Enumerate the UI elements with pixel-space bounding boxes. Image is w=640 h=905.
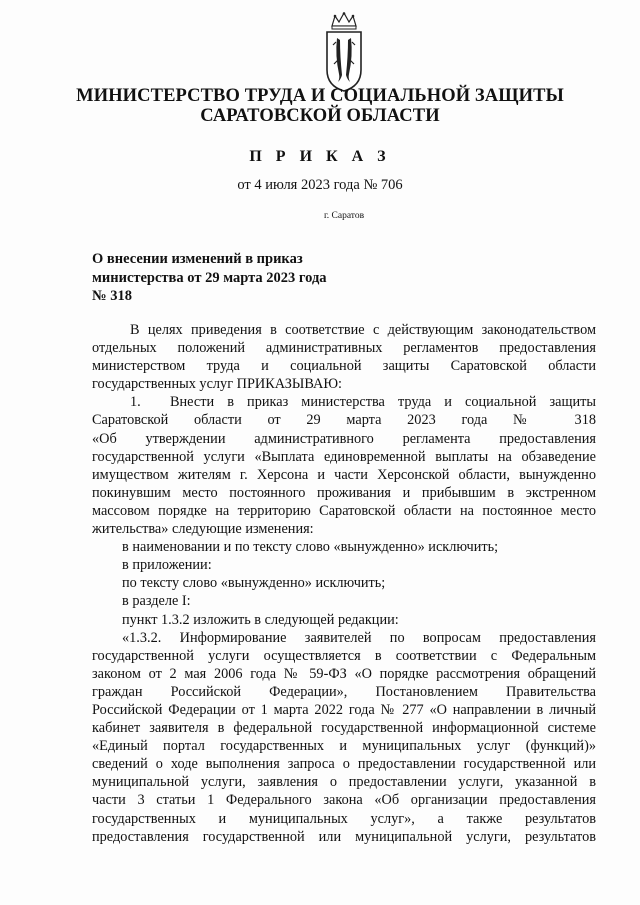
saratov-coat-of-arms-icon [323, 12, 365, 92]
subject-line-3: № 318 [92, 288, 132, 304]
body-line: отдельных положений административных регламентов предоставления [92, 340, 596, 357]
body-line: Российской Федерации от 1 марта 2022 года № 277 «О направлении в личный [92, 701, 596, 718]
body-line: министерством труда и социальной защиты Саратовской области [92, 358, 596, 375]
ministry-line-2: САРАТОВСКОЙ ОБЛАСТИ [200, 106, 440, 126]
body-line: «Единый портал государственных и муниципальных услуг (функций)» [92, 738, 596, 755]
body-line: в разделе I: [122, 593, 191, 610]
body-line: массовом порядке на территорию Саратовской области на постоянное место [92, 502, 596, 519]
order-title: П Р И К А З [249, 148, 391, 165]
body-line: в приложении: [122, 557, 212, 574]
body-line: по тексту слово «вынужденно» исключить; [122, 575, 386, 592]
body-line: государственной услуги осуществляется в соответствии с Федеральным [92, 647, 596, 664]
ministry-name [0, 86, 640, 126]
body-line: государственных и муниципальных услуг», а также результатов [92, 810, 596, 827]
body-line: имуществом жителям г. Херсона и части Херсонской области, вынужденно [92, 466, 596, 483]
order-date-number: от 4 июля 2023 года № 706 [237, 177, 403, 193]
body-line-item-1 [92, 393, 596, 411]
body-line: «Об утверждении административного регламента предоставления [92, 430, 596, 447]
body-line: кабинет заявителя в федеральной государственной информационной системе [92, 720, 596, 737]
ministry-line-1: МИНИСТЕРСТВО ТРУДА И СОЦИАЛЬНОЙ ЗАЩИТЫ [76, 86, 564, 106]
body-line: предоставления государственной или муниципальной услуги, результатов [92, 828, 596, 845]
subject-line-1: О внесении изменений в приказ [92, 251, 303, 267]
body-line: государственных услуг ПРИКАЗЫВАЮ: [92, 376, 342, 393]
body-line: Внести в приказ министерства труда и социальной защиты [170, 394, 596, 411]
subject-line-2: министерства от 29 марта 2023 года [92, 269, 327, 286]
order-body [92, 321, 596, 846]
body-line: жительства» следующие изменения: [92, 521, 314, 538]
body-line: законом от 2 мая 2006 года № 59-ФЗ «О порядке рассмотрения обращений [92, 665, 596, 682]
body-line: сведений о ходе выполнения запроса о предоставлении государственной или [92, 756, 596, 773]
order-city: г. Саратов [323, 211, 365, 221]
body-line: государственной услуги «Выплата единовременной выплаты на обзаведение [92, 448, 596, 465]
order-subject [92, 250, 392, 306]
body-line: граждан Российской Федерации», Постановлением Правительства [92, 683, 596, 700]
item-number: 1. [130, 394, 141, 411]
body-line: муниципальной услуги, заявления о предоставлении услуги, указанной в [92, 774, 596, 791]
body-line: «1.3.2. Информирование заявителей по вопросам предоставления [122, 629, 596, 646]
body-line: части 3 статьи 1 Федерального закона «Об организации предоставления [92, 792, 596, 809]
body-line: пункт 1.3.2 изложить в следующей редакции: [122, 611, 399, 628]
body-line: Саратовской области от 29 марта 2023 года № 318 [92, 412, 596, 429]
body-line: покинувшим место постоянного проживания и прибывшим в экстренном [92, 484, 596, 501]
body-line: в наименовании и по тексту слово «вынужденно» исключить; [122, 539, 499, 556]
body-line: В целях приведения в соответствие с действующим законодательством [130, 322, 596, 338]
